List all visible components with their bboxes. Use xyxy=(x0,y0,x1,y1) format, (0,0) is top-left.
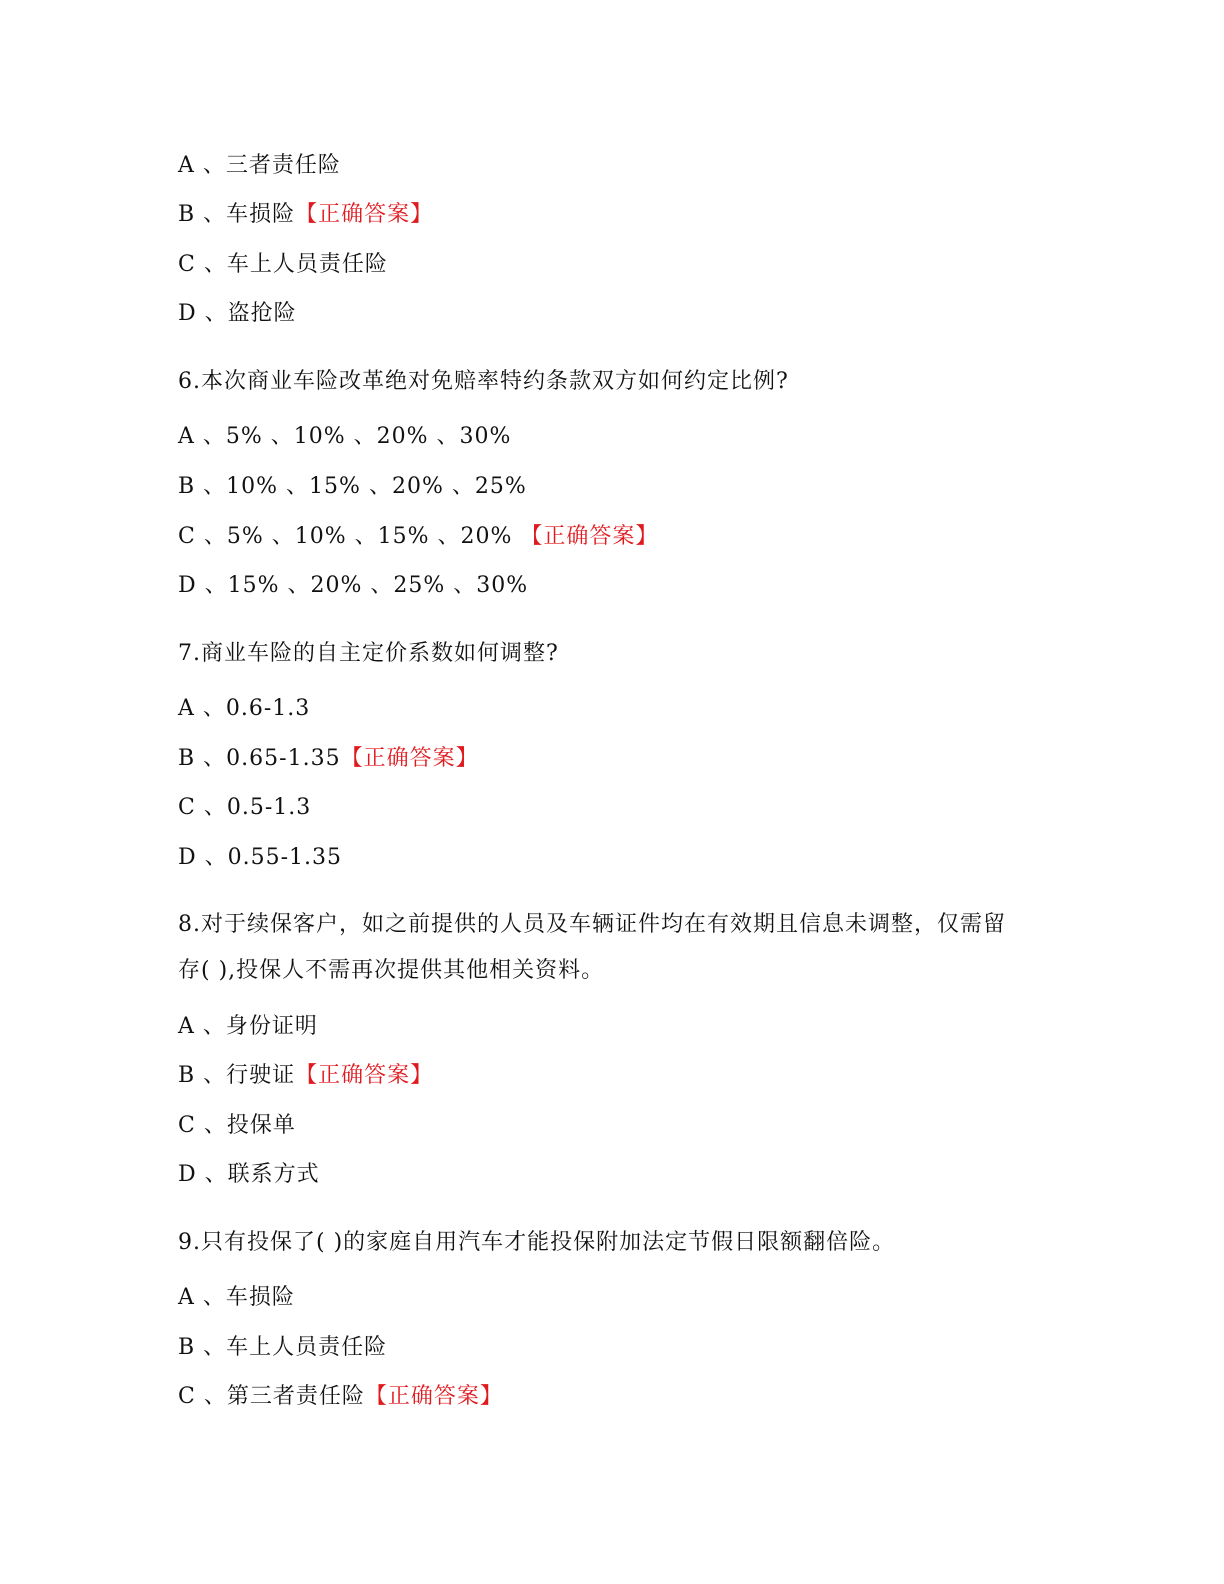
question-text: 8.对于续保客户，如之前提供的人员及车辆证件均在有效期且信息未调整，仅需留 xyxy=(178,912,1006,937)
q8-option-a xyxy=(178,1012,318,1042)
option-text: B 、车损险 xyxy=(178,202,296,227)
q7-option-a xyxy=(178,694,310,724)
option-text: D 、盗抢险 xyxy=(178,301,297,326)
q9-option-c xyxy=(178,1382,503,1412)
q7-option-b xyxy=(178,744,479,774)
option-text: A 、5% 、10% 、20% 、30% xyxy=(178,424,512,449)
q7-question xyxy=(178,639,559,669)
q6-option-c xyxy=(178,522,658,552)
option-text: C 、第三者责任险 xyxy=(178,1384,365,1409)
option-text: B 、车上人员责任险 xyxy=(178,1335,388,1360)
q5-option-a xyxy=(178,151,341,181)
q9-question xyxy=(178,1228,895,1258)
option-text: A 、身份证明 xyxy=(178,1014,318,1039)
q8-option-c xyxy=(178,1111,296,1141)
option-text: C 、投保单 xyxy=(178,1113,296,1138)
q7-option-c xyxy=(178,793,311,823)
question-text: 6.本次商业车险改革绝对免赔率特约条款双方如何约定比例? xyxy=(178,369,789,394)
correct-answer-tag: 【正确答案】 xyxy=(295,202,434,227)
option-text: D 、15% 、20% 、25% 、30% xyxy=(178,573,529,598)
option-text: A 、车损险 xyxy=(178,1285,295,1310)
q9-option-a xyxy=(178,1283,295,1313)
q5-option-d xyxy=(178,299,297,329)
correct-answer-tag: 【正确答案】 xyxy=(364,1384,503,1409)
correct-answer-tag: 【正确答案】 xyxy=(295,1063,434,1088)
question-text: 7.商业车险的自主定价系数如何调整? xyxy=(178,641,559,666)
option-text: A 、三者责任险 xyxy=(178,153,341,178)
q7-option-d xyxy=(178,843,342,873)
q6-question xyxy=(178,367,789,397)
q9-option-b xyxy=(178,1333,387,1363)
q8-question-line-1 xyxy=(178,910,1006,940)
q6-option-b xyxy=(178,472,527,502)
q8-option-d xyxy=(178,1160,320,1190)
q5-option-c xyxy=(178,250,388,280)
option-text: D 、0.55-1.35 xyxy=(178,845,343,870)
option-text: B 、10% 、15% 、20% 、25% xyxy=(178,474,527,499)
q5-option-b xyxy=(178,200,433,230)
option-text: B 、0.65-1.35 xyxy=(178,746,341,771)
q8-option-b xyxy=(178,1061,433,1091)
correct-answer-tag: 【正确答案】 xyxy=(520,524,659,549)
correct-answer-tag: 【正确答案】 xyxy=(340,746,479,771)
question-text: 9.只有投保了( )的家庭自用汽车才能投保附加法定节假日限额翻倍险。 xyxy=(178,1230,896,1255)
q6-option-d xyxy=(178,571,528,601)
option-text: A 、0.6-1.3 xyxy=(178,696,311,721)
option-text: C 、0.5-1.3 xyxy=(178,795,312,820)
option-text: C 、车上人员责任险 xyxy=(178,252,388,277)
option-text: C 、5% 、10% 、15% 、20% xyxy=(178,524,521,549)
q8-question-line-2 xyxy=(178,956,604,986)
q6-option-a xyxy=(178,422,511,452)
question-text: 存( ),投保人不需再次提供其他相关资料。 xyxy=(178,958,605,983)
option-text: D 、联系方式 xyxy=(178,1162,320,1187)
option-text: B 、行驶证 xyxy=(178,1063,296,1088)
